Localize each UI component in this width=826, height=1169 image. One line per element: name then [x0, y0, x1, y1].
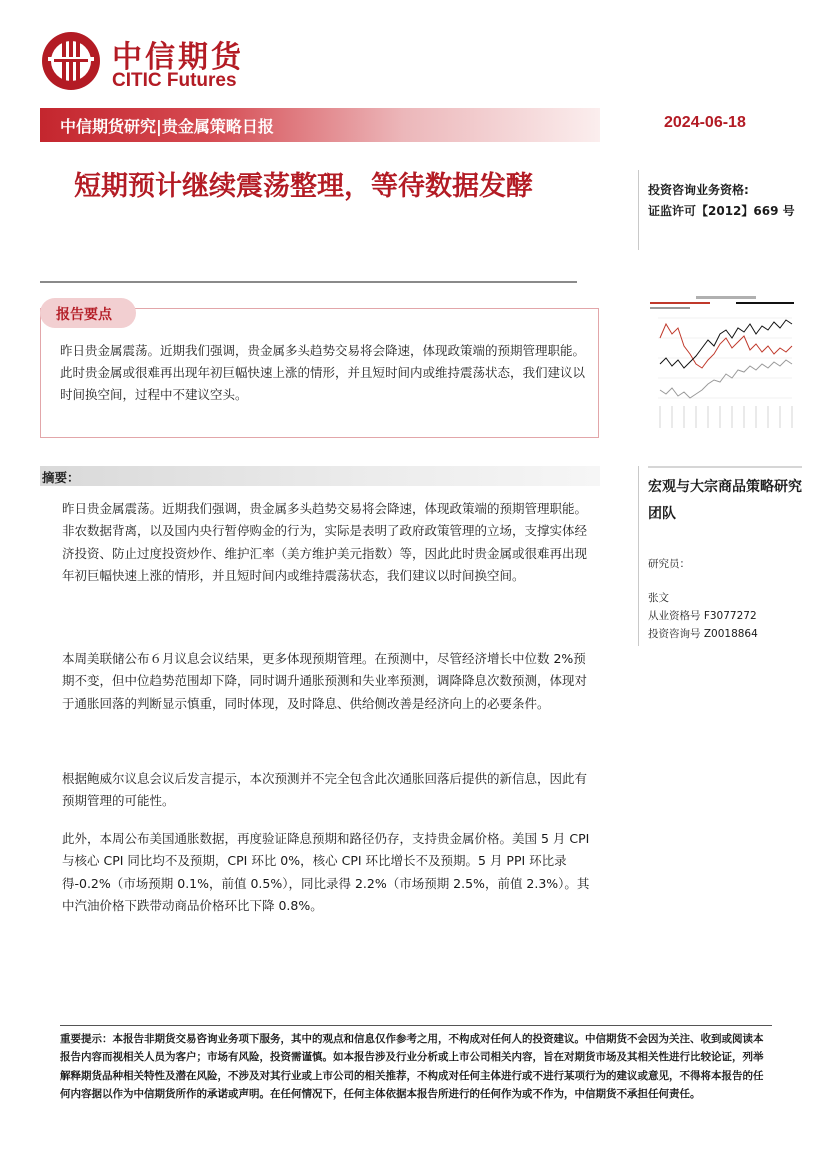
abstract-label: 摘要： — [42, 470, 80, 485]
qualification-line-2: 证监许可【2012】669 号 — [648, 204, 795, 218]
footer-divider — [60, 1025, 772, 1026]
citic-logo-icon — [40, 30, 102, 92]
qualification-line-1: 投资咨询业务资格: — [648, 183, 749, 197]
disclaimer-text: 重要提示：本报告非期货交易咨询业务项下服务，其中的观点和信息仅作参考之用，不构成对任何人的投资建议。中信期货不会因为关注、收到或阅读本报告内容而视相关人员为客户；市场有风险，投资需谨慎。如本报告涉及行业分析或上市公司相关内容，旨在对期货市场及其相关性进行比较论证，列举解释期货品种相关特性及潜在风险，不涉及对其行业或上市公司的相关推荐，不构成对任何主体进行或不进行某项行为的建议或意见，不得将本报告的任何内容据以作为中信期货所作的承诺或声明。在任何情况下，任何主体依据本报告所进行的任何作为或不作为，中信期货不承担任何责任。 — [60, 1033, 764, 1101]
qualification-info — [648, 180, 795, 222]
thumbnail-legend-mark — [650, 302, 710, 304]
logo-english-name: CITIC Futures — [112, 70, 237, 91]
report-date: 2024-06-18 — [664, 114, 746, 131]
abstract-header — [40, 466, 600, 486]
researcher-license-2: 投资咨询号 Z0018864 — [648, 628, 758, 640]
key-points-text: 昨日贵金属震荡。近期我们强调，贵金属多头趋势交易将会降速，体现政策端的预期管理职能。此时贵金属或很难再出现年初巨幅快速上涨的情形，并且短时间内或维持震荡状态，我们建议以时间换空间，过程中不建议空头。 — [60, 343, 586, 402]
thumbnail-legend-mark — [736, 302, 794, 304]
vertical-divider — [638, 170, 639, 250]
report-series-banner — [40, 108, 600, 142]
abstract-paragraph-3: 根据鲍威尔议息会议后发言提示，本次预测并不完全包含此次通胀回落后提供的新信息，因此有预期管理的可能性。 — [62, 771, 588, 809]
abstract-paragraph-1: 昨日贵金属震荡。近期我们强调，贵金属多头趋势交易将会降速，体现政策端的预期管理职能。非农数据背离，以及国内央行暂停购金的行为，实际是表明了政府政策管理的立场，支撑实体经济投资、防止过度投资炒作、维护汇率（美方维护美元指数）等，因此此时贵金属或很难再出现年初巨幅快速上涨的情形，并且短时间内或维持震荡状态，我们建议以时间换空间。 — [62, 501, 588, 584]
abstract-paragraph-2: 本周美联储公布６月议息会议结果，更多体现预期管理。在预测中，尽管经济增长中位数 2%预期不变，但中位趋势范围却下降，同时调升通胀预测和失业率预测，调降降息次数预测，体现对于通胀回落的判断显示慎重，同时体现，及时降息、供给侧改善是经济向上的必要条件。 — [62, 651, 588, 711]
vertical-divider — [638, 466, 639, 646]
key-points-tab — [40, 298, 136, 328]
logo-chinese-name: 中信期货 — [112, 40, 244, 75]
abstract-paragraph-4: 此外，本周公布美国通胀数据，再度验证降息预期和路径仍存，支持贵金属价格。美国 5 月 CPI 与核心 CPI 同比均不及预期，CPI 环比 0%，核心 CPI 环比增长不及预期。5 月 PPI 环比录得-0.2%（市场预期 0.1%，前值 0.5%），同比录得 2.2%（市场预期 2.5%，前值 2.3%）。其中汽油价格下跌带动商品价格环比下降 0.8%。 — [62, 831, 590, 914]
sidebar-divider — [648, 466, 802, 468]
line-chart-thumbnail — [646, 294, 800, 432]
research-team-title: 宏观与大宗商品策略研究团队 — [648, 479, 802, 522]
key-points-label: 报告要点 — [56, 307, 112, 323]
company-logo — [40, 30, 270, 94]
thumbnail-title-mark — [696, 296, 756, 299]
report-title: 短期预计继续震荡整理，等待数据发酵 — [74, 171, 533, 202]
thumbnail-legend-mark — [650, 307, 690, 309]
report-series-title: 中信期货研究|贵金属策略日报 — [60, 117, 274, 136]
researcher-name: 张文 — [648, 592, 669, 604]
researcher-label: 研究员： — [648, 558, 690, 570]
title-divider — [40, 281, 577, 283]
researcher-license-1: 从业资格号 F3077272 — [648, 610, 757, 622]
